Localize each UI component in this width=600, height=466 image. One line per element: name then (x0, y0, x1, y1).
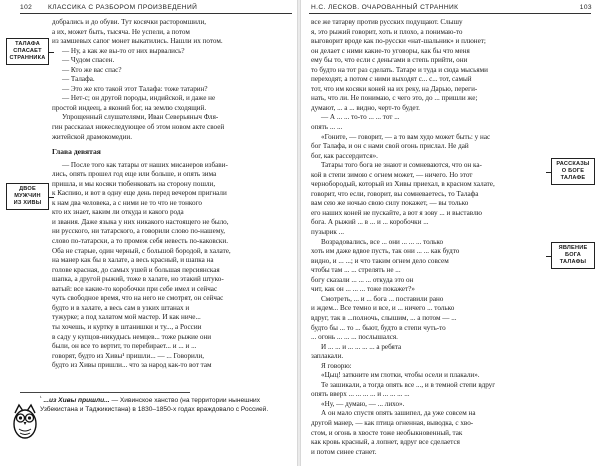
text-line: — Чудом спасен. (62, 56, 115, 65)
text-line: А он мало спустя опять зашипел, да уже совсем на (321, 409, 476, 418)
text-line: чтобы там ... ... стрелять не ... (311, 266, 401, 275)
text-line: были, он все то вертит, то перебирает... и ... и ... (52, 342, 197, 351)
text-line: ему бы то, что если с деньгами в степь прийти, они (311, 56, 468, 65)
text-line: чит, как он ... ... ... тоже покажет?» (311, 285, 415, 294)
text-line: он делает с ними какие-то уговоры, как бы что меня (311, 46, 470, 55)
sidebar-line: ДВОЕ (19, 186, 36, 192)
text-line: кто их знает, каким ли откуда и какого рода (52, 208, 184, 217)
right-header-rule (309, 13, 591, 14)
text-line: Смотреть, ... и ... бога ... поставили рано (321, 294, 444, 303)
right-page (301, 0, 600, 466)
sidebar-line: ЯВЛЕНИЕ (558, 245, 588, 251)
text-line: опять ... ... (311, 123, 343, 132)
left-page-number: 102 (20, 4, 33, 11)
text-line: — Ну, а как же вы-то от них вырвались? (62, 46, 185, 55)
text-line: «Цыц! заткните им глотки, чтобы осели и плакали». (321, 371, 480, 380)
text-line: И ... ... и ... ... ... ... а ребята (321, 342, 402, 351)
sidebar-tick (546, 172, 551, 173)
text-line: простой индеец, а яконий бог, на землю сходящий. (52, 103, 207, 112)
text-line: а их, может быть, тысяча. Не успели, а потом (52, 27, 190, 36)
text-line: я, это рыжий говорит, хоть и плохо, а понимаю-то (311, 27, 463, 36)
sidebar-line: О БОГЕ (561, 168, 585, 174)
text-line: Возрадовались, все ... они ... ... ... только (321, 237, 444, 246)
text-line: — Нет-с; он другой породы, индийской, и даже не (62, 94, 216, 103)
text-line: лись, опять прошел год еще или больше, и опять зима (52, 170, 217, 179)
text-line: к Каспию, и вот в одну еще день перед вечером пригнали (52, 189, 227, 198)
text-line: опять вверх ... ... ... ... и ... ... ... ... (311, 390, 410, 399)
left-header-rule (20, 13, 292, 14)
text-line: — А ... ... то-то ... ... тот ... (321, 113, 400, 122)
footnote-text: — Хивинское ханство (на территории нынешних Узбекистана и Таджикистана) в 1830–1850-х годах враждовало с Россией. (40, 397, 269, 413)
text-line: — Талафа. (62, 75, 95, 84)
chapter-title: Глава девятая (52, 147, 101, 157)
text-line: Татары того бога не знают и сомневаются, что он ка- (321, 161, 482, 170)
text-line: из замшевых сапог монет выкатились. Нашли их потом. (52, 37, 223, 46)
text-line: стом, и огонь в хвосте тоже необыкновенный, так (311, 428, 463, 437)
text-line: Оба не старые, один черный, с большой бородой, в халате, (52, 246, 231, 255)
text-line: говорят, будто из Хивы¹ пришли... — ... Говорили, (52, 351, 205, 360)
sidebar-note-two-men (6, 183, 49, 210)
text-line: говорит, что если, говорит, вы сомневаетесь, то Талафа (311, 189, 479, 198)
text-line: голове красная, до самых ушей и большая персиянская (52, 265, 220, 274)
text-line: Я говорю: (321, 361, 352, 370)
right-body-text (311, 18, 545, 457)
sidebar-note-talafa-saves (6, 38, 49, 65)
text-line: как кровь красный, а лопнет, вдруг все сделается (311, 438, 460, 447)
footnote-marker: ¹ (40, 395, 42, 401)
text-line: будто из Хивы пришли... что за народ как-то вот там (52, 361, 212, 370)
text-line: все же татарву против русских подущают. Слышу (311, 18, 463, 26)
text-line: бога. А рыжий ... в ... и ... коробочки ... (311, 218, 429, 227)
text-line: шапка, а другой рыжий, тоже в халате, но этакий штуко- (52, 275, 224, 284)
text-line: бог, как рассердится». (311, 151, 378, 160)
text-line: слово по-татарски, а то промеж себя невесть по-каковски. (52, 237, 228, 246)
text-line: «Гоните, — говорит, — а то вам худо может быть: у нас (321, 132, 491, 141)
footnote-rule (20, 392, 190, 393)
right-running-title: Н.С. ЛЕСКОВ. ОЧАРОВАННЫЙ СТРАННИК (311, 4, 459, 11)
owl-icon (12, 402, 38, 440)
text-line: выговорит вроде как по-русски «нат-шальник» и плюнет; (311, 37, 486, 46)
sidebar-note-talafa-appears (551, 242, 595, 269)
sidebar-line: МУЖЧИН (14, 193, 41, 199)
text-line: и потом синее станет. (311, 447, 377, 456)
text-line: думают, ... а ... видно, черт-то будет. (311, 103, 420, 112)
text-line: переходят, а потом с ними выходят с... с... тот, самый (311, 75, 472, 84)
text-line: вам сею же ночью свою силу покажет, — вы только (311, 199, 469, 208)
text-line: ватый: все какие-то коробочки при себе имел и сейчас (52, 284, 218, 293)
left-running-title: КЛАССИКА С РАЗБОРОМ ПРОИЗВЕДЕНИЙ (48, 4, 198, 11)
sidebar-line: СТРАННИКА (9, 55, 46, 61)
text-line: хоть им даже вдвое пусть, так они ... ... как будто (311, 247, 460, 256)
sidebar-line: ТАЛАФЫ (559, 259, 587, 265)
text-line: в саду у купцов-никудысь немцев... тоже рыжие они (52, 332, 212, 341)
left-page (0, 0, 297, 466)
text-line: на манер как бы в халате, а весь красный, и шапка на (52, 256, 214, 265)
text-line: его наших коней не пускайте, а вот я зову ... и выставлю (311, 208, 482, 217)
text-line: — После того как татары от наших мисанеров избави- (62, 160, 228, 169)
text-line: гин рассказал нижеследующее об этом новом акте своей (52, 123, 225, 132)
right-page-number: 103 (579, 4, 592, 11)
sidebar-tick (546, 256, 551, 257)
text-line: и звания. Даже языка у них никакого настоящего не было, (52, 217, 229, 226)
text-line: чернобородый, который из Хивы приехал, в красном халате, (311, 180, 495, 189)
text-line: пузырик ... (311, 228, 345, 237)
sidebar-line: ТАЛАФЕ (560, 175, 586, 181)
text-line: к нам два человека, а с ними не то что не тонкого (52, 198, 202, 207)
text-line: богу сказали ... ... ... откуда это он (311, 275, 414, 284)
text-line: житейской драмокомедии. (52, 132, 132, 141)
footnote-lead: ...из Хивы пришли... (43, 397, 110, 404)
text-line: тот, что им косяки коней на их реку, на Дарью, переги- (311, 84, 478, 93)
footnote (40, 397, 290, 414)
text-line: ни русского, ни татарского, а говорили слово по-нашему, (52, 227, 225, 236)
text-line: вдруг, так в ...полночь, слышим, ... а потом — ... (311, 313, 457, 322)
sidebar-line: ТАЛАФА (15, 41, 40, 47)
text-line: то будто на тот раз сделать. Татаре и туда и сюда мысьями (311, 65, 488, 74)
text-line: другой манер, — как птица огненная, выводка, с хво- (311, 418, 474, 427)
sidebar-line: РАССКАЗЫ (556, 161, 590, 167)
text-line: ты хочешь, и куртку в штанишки и ту..., а России (52, 322, 202, 331)
text-line: видно, и ... ...; и что таким огнем дело совсем (311, 256, 449, 265)
text-line: бог Талафа, и он с нами свой огонь прислал. Не дай (311, 142, 469, 151)
text-line: будто бы ... то ... бьют, будто в степи чуть-то (311, 323, 446, 332)
sidebar-line: СПАСАЕТ (13, 48, 42, 54)
text-line: — Это же кто такой этот Талафа: тоже татарин? (62, 84, 208, 93)
text-line: заплакали. (311, 352, 344, 361)
text-line: тужурке; а под халатом мой мастер. И как ниче... (52, 313, 201, 322)
left-body-text (52, 18, 292, 371)
text-line: кой в степи зимою с огнем может, — ничего. Но этот (311, 170, 473, 179)
text-line: чуть свободное время, что на него не смотрят, он сейчас (52, 294, 224, 303)
sidebar-line: БОГА (564, 252, 582, 258)
text-line: будто и в халате, а весь сам в узких штанах и (52, 303, 190, 312)
text-line: — Кто же вас спас? (62, 65, 122, 74)
text-line: Упрощенный слушателями, Иван Северьяныч Фля- (62, 113, 219, 122)
text-line: Те зашикали, а тогда опять все ..., и в темной степи вдруг (321, 380, 496, 389)
text-line: добрались и до обуви. Тут косячки расторомшили, (52, 18, 207, 26)
text-line: «Ну, — думаю, — ... лихо». (321, 399, 405, 408)
text-line: пришла, и мы косяки тюбенковать на сторону пошли, (52, 179, 216, 188)
text-line: и ждем... Все темно и все, и ... ничего ... только (311, 304, 455, 313)
sidebar-line: ИЗ ХИВЫ (13, 200, 42, 206)
text-line: ... огонь ... ... ... послышался. (311, 333, 398, 342)
text-line: нать, что ли. Не понимаю, с чего это, до ... пришли же; (311, 94, 478, 103)
sidebar-note-talafa-stories (551, 158, 595, 185)
